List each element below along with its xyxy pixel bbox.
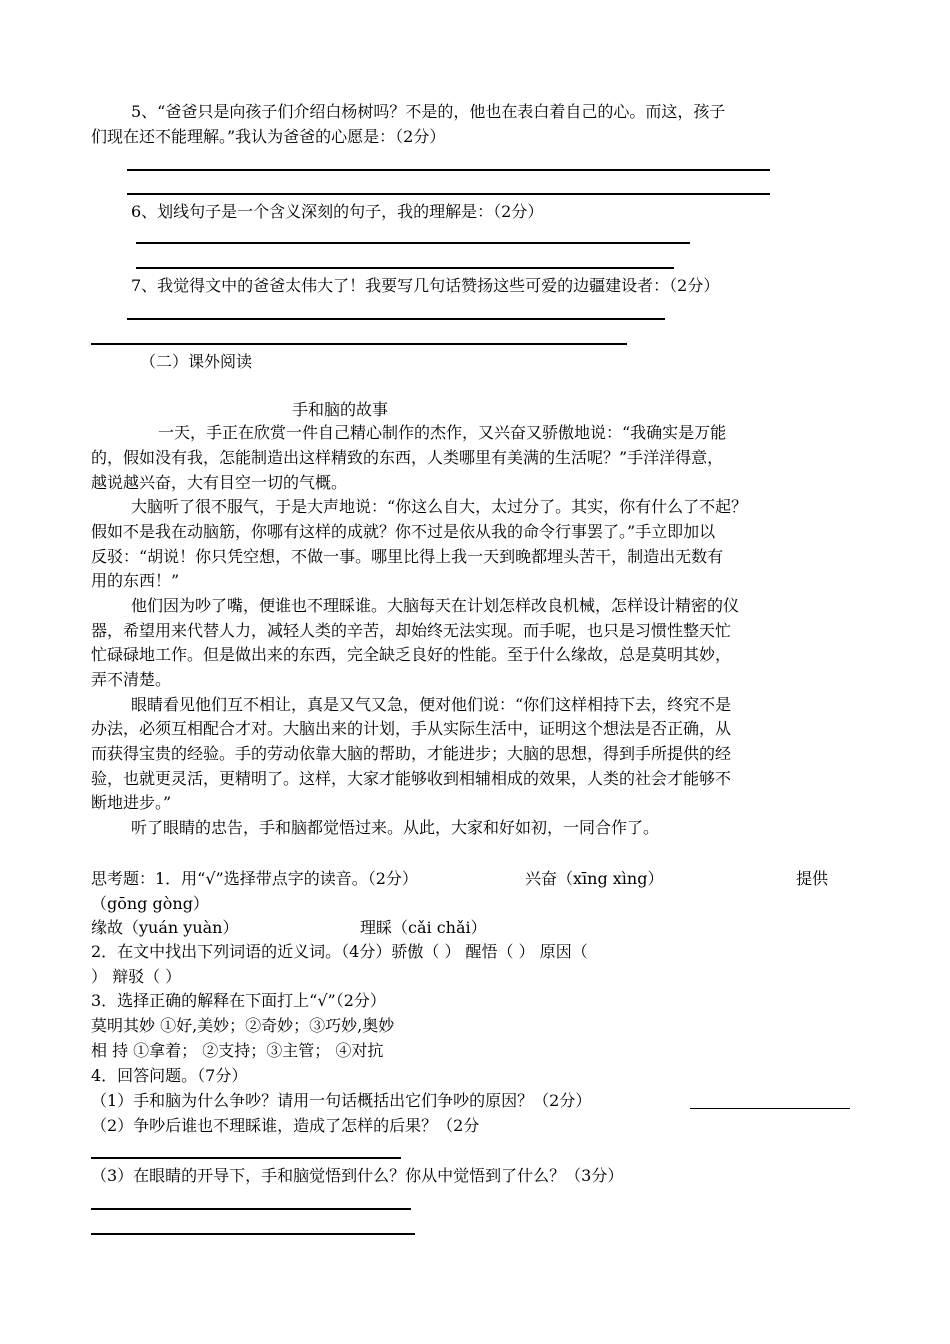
q2-prompt-cont: ） 辩驳（ ） bbox=[91, 967, 182, 986]
q7-text: 7、我觉得文中的爸爸太伟大了！我要写几句话赞扬这些可爱的边疆建设者：（2分） bbox=[131, 276, 720, 295]
story-line: 听了眼睛的忠告，手和脑都觉悟过来。从此，大家和好如初，一同合作了。 bbox=[131, 818, 660, 837]
q1-prompt: 思考题：1．用“√”选择带点字的读音。（2分） bbox=[91, 869, 418, 888]
story-line: 眼睛看见他们互不相让，真是又气又急，便对他们说：“你们这样相持下去，终究不是 bbox=[131, 695, 732, 714]
answer-line[interactable] bbox=[127, 169, 770, 171]
q1-option-tigong: 提供 bbox=[796, 869, 829, 888]
answer-line[interactable] bbox=[127, 318, 665, 320]
q1-option-tigong-pinyin: （gōng gòng） bbox=[91, 894, 209, 913]
q4-1-prompt: （1）手和脑为什么争吵？请用一句话概括出它们争吵的原因？（2分） bbox=[91, 1091, 592, 1110]
answer-line[interactable] bbox=[690, 1108, 850, 1109]
story-line: 越说越兴奋，大有目空一切的气概。 bbox=[91, 473, 348, 492]
q3-item-momingqimiao: 莫明其妙 ①好,美妙；②奇妙；③巧妙,奥妙 bbox=[91, 1016, 395, 1035]
q5-line1: 5、“爸爸只是向孩子们介绍白杨树吗？不是的，他也在表白着自己的心。而这，孩子 bbox=[131, 102, 726, 121]
q1-option-licai: 理睬（cǎi chǎi） bbox=[360, 918, 487, 937]
story-line: 他们因为吵了嘴，便谁也不理睬谁。大脑每天在计划怎样改良机械，怎样设计精密的仪 bbox=[131, 596, 740, 615]
story-line: 一天，手正在欣赏一件自己精心制作的杰作，又兴奋又骄傲地说：“我确实是万能 bbox=[158, 423, 727, 442]
q2-prompt: 2．在文中找出下列词语的近义词。（4分）骄傲（ ） 醒悟（ ） 原因（ bbox=[91, 942, 588, 961]
story-line: 弄不清楚。 bbox=[91, 670, 172, 689]
q3-item-xiangchi: 相 持 ①拿着； ②支持；③主管； ④对抗 bbox=[91, 1041, 384, 1060]
q5-line2: 们现在还不能理解。”我认为爸爸的心愿是：（2分） bbox=[91, 127, 446, 146]
story-line: 断地进步。” bbox=[91, 793, 172, 812]
story-title: 手和脑的故事 bbox=[292, 400, 389, 419]
story-line: 器，希望用来代替人力，减轻人类的辛苦，却始终无法实现。而手呢，也只是习惯性整天忙 bbox=[91, 621, 732, 640]
q4-3-prompt: （3）在眼睛的开导下，手和脑觉悟到什么？你从中觉悟到了什么？（3分） bbox=[91, 1166, 624, 1185]
story-line: 反驳：“胡说！你只凭空想，不做一事。哪里比得上我一天到晚都埋头苦干，制造出无数有 bbox=[91, 547, 724, 566]
section-heading: （二）课外阅读 bbox=[140, 352, 253, 371]
story-line: 办法，必须互相配合才对。大脑出来的计划，手从实际生活中，证明这个想法是否正确，从 bbox=[91, 719, 732, 738]
answer-line[interactable] bbox=[136, 242, 690, 244]
story-line: 忙碌碌地工作。但是做出来的东西，完全缺乏良好的性能。至于什么缘故，总是莫明其妙， bbox=[91, 645, 732, 664]
story-line: 而获得宝贵的经验。手的劳动依靠大脑的帮助，才能进步；大脑的思想，得到手所提供的经 bbox=[91, 744, 732, 763]
story-line: 大脑听了很不服气，于是大声地说：“你这么自大，太过分了。其实，你有什么了不起？ bbox=[131, 497, 748, 516]
answer-line[interactable] bbox=[91, 1157, 401, 1159]
answer-line[interactable] bbox=[127, 193, 770, 195]
answer-line[interactable] bbox=[91, 1233, 415, 1235]
story-line: 验，也就更灵活，更精明了。这样，大家才能够收到相辅相成的效果，人类的社会才能够不 bbox=[91, 769, 732, 788]
answer-line[interactable] bbox=[91, 1208, 411, 1210]
story-line: 假如不是我在动脑筋，你哪有这样的成就？你不过是依从我的命令行事罢了。”手立即加以 bbox=[91, 522, 716, 541]
story-line: 用的东西！” bbox=[91, 571, 180, 590]
q3-prompt: 3．选择正确的解释在下面打上“√”（2分） bbox=[91, 991, 386, 1010]
q1-option-xingfen: 兴奋（xīng xìng） bbox=[525, 869, 664, 888]
q4-prompt: 4．回答问题。（7分） bbox=[91, 1066, 248, 1085]
answer-line[interactable] bbox=[91, 343, 627, 345]
q4-2-prompt: （2）争吵后谁也不理睬谁，造成了怎样的后果？（2分 bbox=[91, 1116, 480, 1135]
q1-option-yuangu: 缘故（yuán yuàn） bbox=[91, 918, 239, 937]
q6-text: 6、划线句子是一个含义深刻的句子，我的理解是：（2分） bbox=[131, 202, 544, 221]
answer-line[interactable] bbox=[136, 267, 674, 269]
story-line: 的，假如没有我，怎能制造出这样精致的东西，人类哪里有美满的生活呢？”手洋洋得意， bbox=[91, 448, 724, 467]
